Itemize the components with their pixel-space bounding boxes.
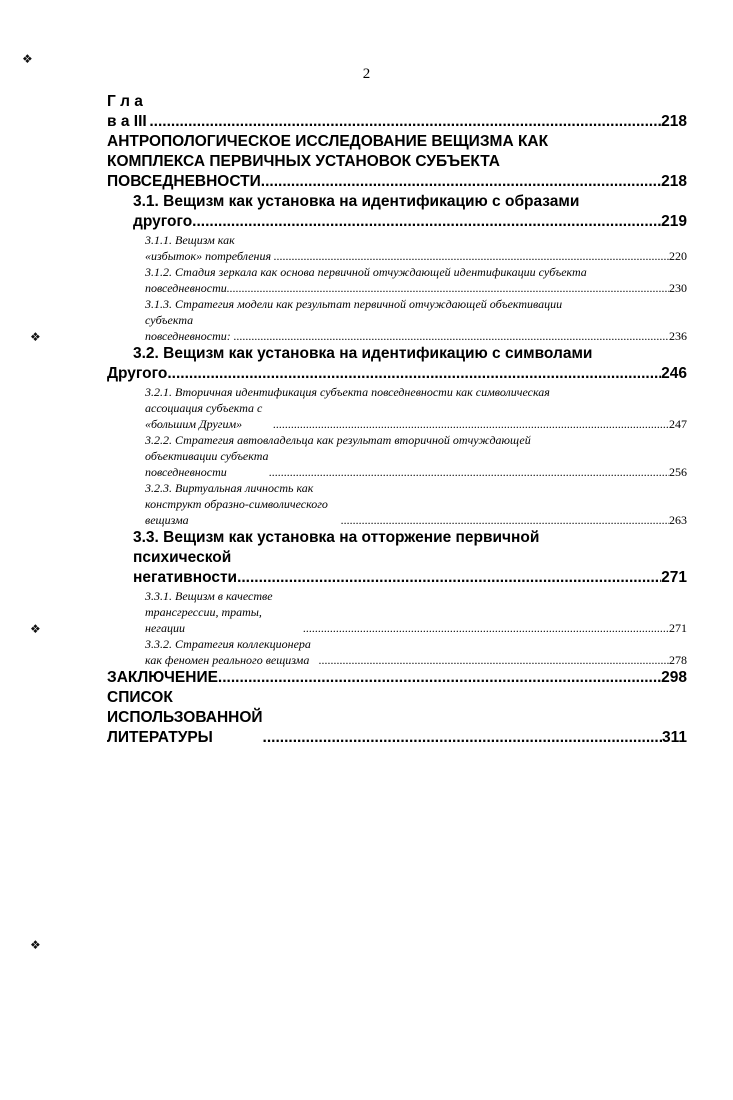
toc-entry-3-1-2[interactable] <box>107 280 687 296</box>
toc-page: 271 <box>669 621 687 635</box>
toc-subsection-title-line: 3.1.3. Стратегия модели как результат первичной отчуждающей объективации <box>145 297 563 311</box>
dot-leader <box>269 464 669 480</box>
toc-entry-3-2-3[interactable] <box>107 480 687 528</box>
dot-leader <box>192 212 661 232</box>
page-number: 2 <box>362 66 371 82</box>
toc-entry-bibliography[interactable] <box>107 688 687 748</box>
toc-page: 263 <box>669 513 687 527</box>
dot-leader <box>261 172 661 192</box>
scan-mark-icon: ❖ <box>22 52 33 66</box>
dot-leader <box>263 728 662 748</box>
toc-label: Другого <box>107 365 168 382</box>
scan-mark-icon: ❖ <box>30 938 41 952</box>
toc-entry-3-3-1[interactable] <box>107 588 687 636</box>
toc-label: СПИСОК ИСПОЛЬЗОВАННОЙ ЛИТЕРАТУРЫ <box>107 689 263 746</box>
table-of-contents <box>107 92 687 748</box>
toc-entry-section-3-3[interactable] <box>107 548 687 588</box>
dot-leader <box>227 280 669 296</box>
toc-page: 219 <box>661 213 687 230</box>
dot-leader <box>234 328 669 344</box>
toc-entry-3-2-1[interactable] <box>107 400 687 432</box>
toc-label: другого <box>133 213 193 230</box>
toc-label: 3.2.3. Виртуальная личность как конструкт образно-символического вещизма <box>145 481 328 527</box>
toc-page: 230 <box>669 281 687 295</box>
toc-entry-section-3-2[interactable] <box>107 364 687 384</box>
dot-leader <box>274 248 669 264</box>
toc-page: 298 <box>661 669 687 686</box>
dot-leader <box>167 364 661 384</box>
toc-page: 256 <box>669 465 687 479</box>
toc-entry-3-1-3[interactable] <box>107 312 687 344</box>
dot-leader <box>319 652 669 668</box>
toc-label: 3.1.1. Вещизм как «избыток» потребления <box>145 233 272 263</box>
dot-leader <box>149 112 661 132</box>
scan-mark-icon: ❖ <box>30 330 41 344</box>
dot-leader <box>341 512 669 528</box>
dot-leader <box>273 416 669 432</box>
toc-entry-3-2-2[interactable] <box>107 448 687 480</box>
toc-label: психической негативности <box>133 549 238 586</box>
toc-entry-chapter[interactable] <box>107 92 687 132</box>
toc-label: 3.3.1. Вещизм в качестве трансгрессии, траты, негации <box>145 589 273 635</box>
toc-label: субъекта повседневности: <box>145 313 231 343</box>
toc-page: 246 <box>661 365 687 382</box>
toc-label: Г л а в а III <box>107 93 147 130</box>
toc-subsection-title-line: 3.1.2. Стадия зеркала как основа первичной отчуждающей идентификации субъекта <box>145 265 587 279</box>
toc-page: 278 <box>669 653 687 667</box>
dot-leader <box>218 668 661 688</box>
toc-label: ПОВСЕДНЕВНОСТИ <box>107 173 261 190</box>
toc-entry-3-3-2[interactable] <box>107 636 687 668</box>
toc-page: 271 <box>661 569 687 586</box>
toc-label: 3.3.2. Стратегия коллекционера как феномен реального вещизма <box>145 637 311 667</box>
toc-page: 218 <box>661 173 687 190</box>
toc-entry-3-1-1[interactable] <box>107 232 687 264</box>
toc-page: 311 <box>661 729 687 746</box>
toc-entry-chapter-title[interactable] <box>107 172 687 192</box>
toc-label: ассоциация субъекта с «большим Другим» <box>145 401 263 431</box>
toc-section-title-line: 3.1. Вещизм как установка на идентификацию с образами <box>133 193 580 210</box>
toc-entry-conclusion[interactable] <box>107 668 687 688</box>
toc-page: 220 <box>669 249 687 263</box>
toc-page: 247 <box>669 417 687 431</box>
toc-section-title-line: 3.2. Вещизм как установка на идентификацию с символами <box>133 345 593 362</box>
toc-label: объективации субъекта повседневности <box>145 449 269 479</box>
toc-page: 218 <box>661 113 687 130</box>
dot-leader <box>237 568 661 588</box>
toc-label: ЗАКЛЮЧЕНИЕ <box>107 669 218 686</box>
toc-entry-section-3-1[interactable] <box>107 212 687 232</box>
toc-section-title-line: 3.3. Вещизм как установка на отторжение первичной <box>133 529 540 546</box>
toc-subsection-title-line: 3.2.2. Стратегия автовладельца как результат вторичной отчуждающей <box>145 433 531 447</box>
toc-label: повседневности <box>145 281 227 295</box>
toc-page: 236 <box>669 329 687 343</box>
dot-leader <box>303 620 669 636</box>
toc-subsection-title-line: 3.2.1. Вторичная идентификация субъекта повседневности как символическая <box>145 385 550 399</box>
toc-chapter-title-line: КОМПЛЕКСА ПЕРВИЧНЫХ УСТАНОВОК СУБЪЕКТА <box>107 153 500 170</box>
scan-mark-icon: ❖ <box>30 622 41 636</box>
toc-chapter-title-line: АНТРОПОЛОГИЧЕСКОЕ ИССЛЕДОВАНИЕ ВЕЩИЗМА КАК <box>107 133 549 150</box>
